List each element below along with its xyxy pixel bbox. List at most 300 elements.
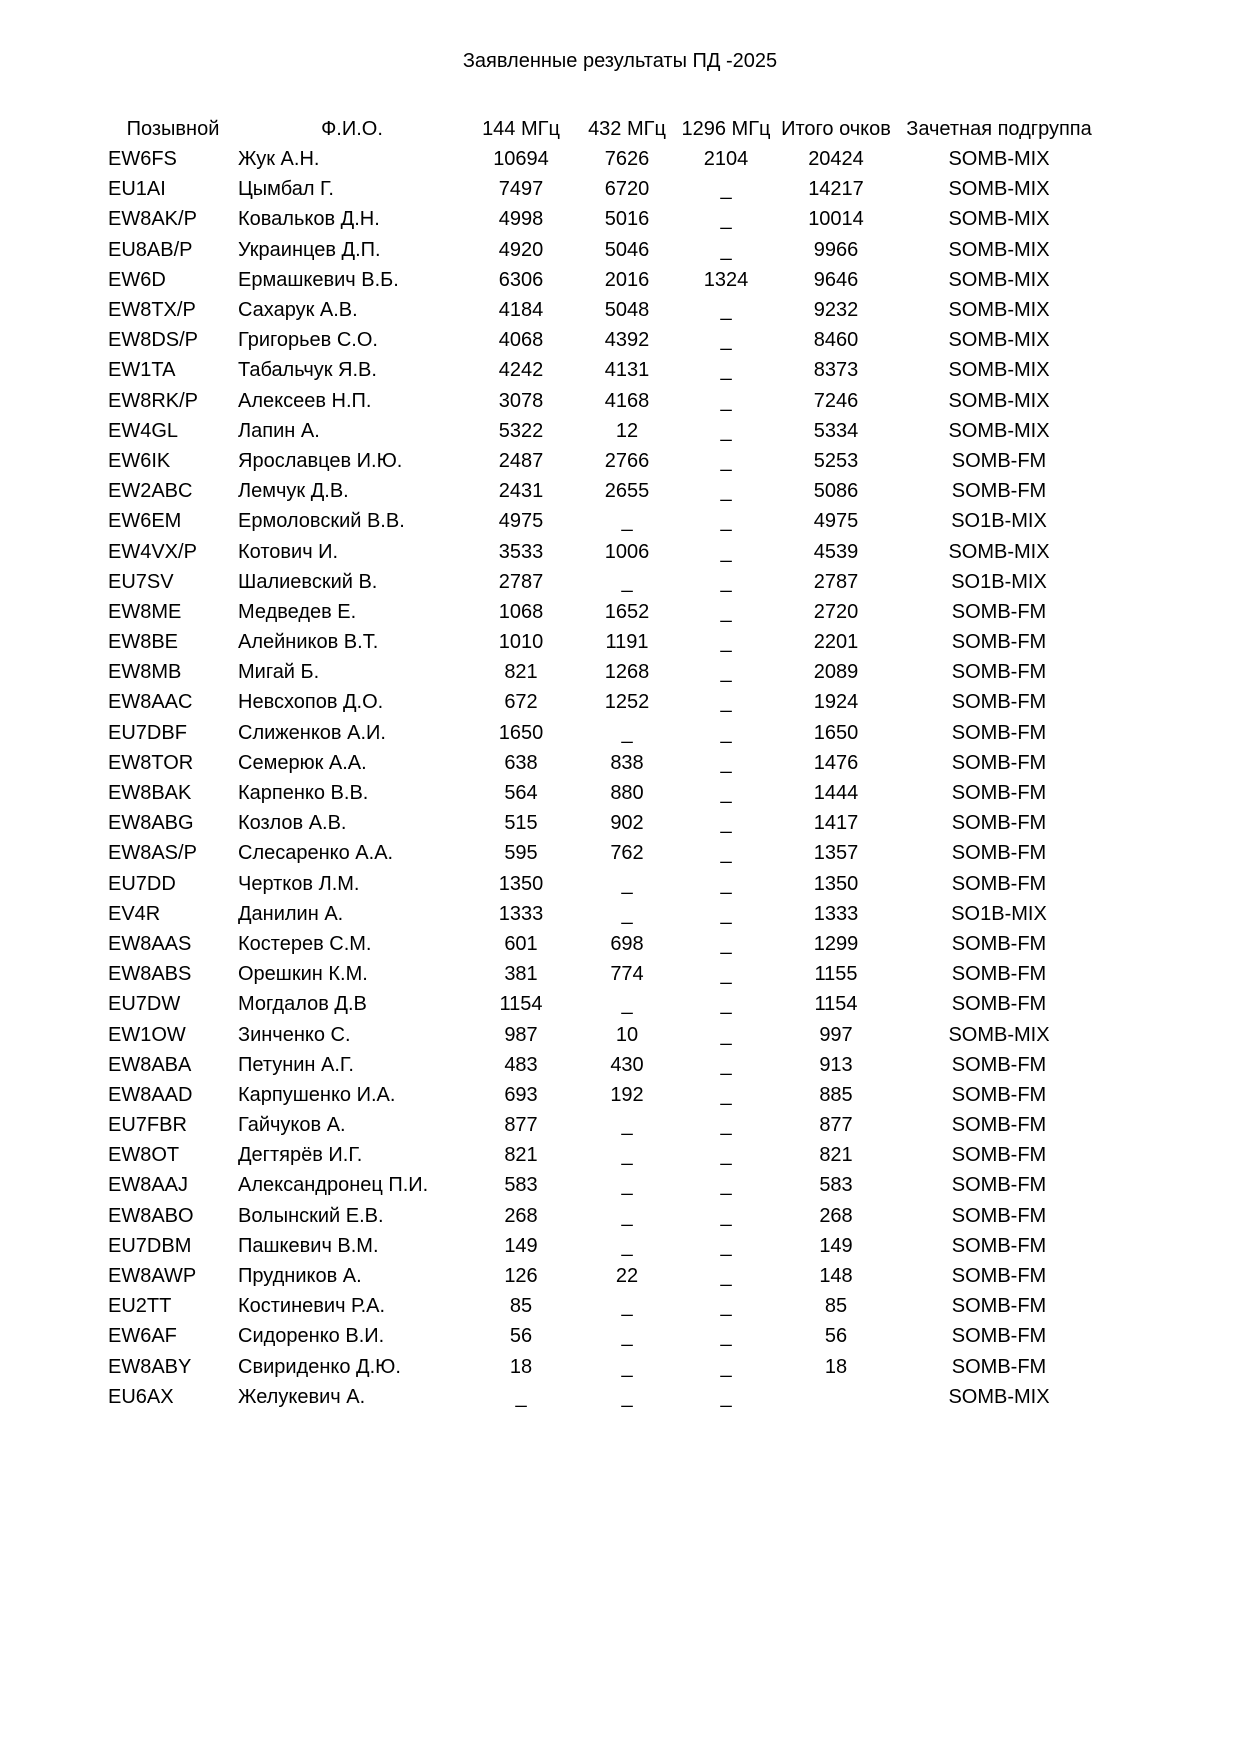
cell-1296mhz: _: [720, 691, 732, 714]
header-total: Итого очков: [781, 118, 891, 140]
cell-1296mhz: _: [720, 782, 732, 805]
cell-callsign: EW6FS: [108, 148, 177, 171]
cell-1296mhz: _: [720, 1083, 732, 1106]
cell-name: Пашкевич В.М.: [238, 1234, 379, 1257]
cell-name: Козлов А.В.: [238, 812, 347, 835]
table-row: [108, 1170, 1100, 1200]
cell-callsign: EW8AAJ: [108, 1174, 189, 1197]
cell-432mhz: 12: [615, 419, 639, 442]
cell-144mhz: 85: [509, 1295, 533, 1318]
cell-callsign: EW8AS/P: [108, 842, 197, 865]
cell-group: SOMB-FM: [951, 631, 1047, 654]
cell-total: 997: [819, 1023, 853, 1046]
cell-1296mhz: _: [720, 812, 732, 835]
cell-144mhz: 987: [504, 1023, 538, 1046]
cell-total: 1357: [813, 842, 859, 865]
cell-144mhz: 4998: [498, 208, 544, 231]
cell-name: Костерев С.М.: [238, 932, 372, 955]
table-row: [108, 808, 1100, 838]
cell-1296mhz: _: [720, 661, 732, 684]
cell-name: Мигай Б.: [238, 661, 320, 684]
cell-432mhz: _: [621, 721, 633, 744]
table-row: [108, 1321, 1100, 1351]
cell-1296mhz: _: [720, 359, 732, 382]
table-row: [108, 1352, 1100, 1382]
cell-1296mhz: _: [720, 1023, 732, 1046]
table-row: [108, 1050, 1100, 1080]
cell-total: 2089: [813, 661, 859, 684]
cell-1296mhz: _: [720, 329, 732, 352]
cell-total: 2787: [813, 570, 859, 593]
cell-total: 8373: [813, 359, 859, 382]
cell-group: SO1B-MIX: [951, 570, 1047, 593]
cell-callsign: EW8AK/P: [108, 208, 197, 231]
cell-432mhz: 1268: [604, 661, 650, 684]
cell-name: Прудников А.: [238, 1265, 362, 1288]
cell-callsign: EW8TX/P: [108, 299, 196, 322]
cell-callsign: EW8ABY: [108, 1355, 192, 1378]
cell-name: Могдалов Д.В: [238, 993, 367, 1016]
table-row: [108, 1019, 1100, 1049]
table-row: [108, 325, 1100, 355]
cell-name: Сахарук А.В.: [238, 299, 358, 322]
cell-group: SOMB-FM: [951, 449, 1047, 472]
cell-1296mhz: _: [720, 238, 732, 261]
page-title: Заявленные результаты ПД -2025: [462, 50, 778, 72]
cell-group: SOMB-MIX: [948, 540, 1050, 563]
cell-total: 1299: [813, 932, 859, 955]
cell-total: 1924: [813, 691, 859, 714]
cell-group: SOMB-FM: [951, 993, 1047, 1016]
table-row: [108, 1231, 1100, 1261]
cell-callsign: EU6AX: [108, 1385, 174, 1408]
table-row: [108, 597, 1100, 627]
header-432mhz: 432 МГц: [588, 118, 666, 140]
cell-total: 1154: [814, 993, 858, 1016]
cell-callsign: EW1OW: [108, 1023, 186, 1046]
cell-432mhz: _: [621, 1234, 633, 1257]
cell-callsign: EW6D: [108, 268, 166, 291]
cell-callsign: EU1AI: [108, 178, 166, 201]
cell-432mhz: 22: [615, 1265, 639, 1288]
cell-callsign: EW8AWP: [108, 1265, 197, 1288]
cell-144mhz: 5322: [498, 419, 544, 442]
cell-432mhz: 192: [610, 1083, 644, 1106]
cell-name: Алейников В.Т.: [238, 631, 379, 654]
cell-group: SOMB-FM: [951, 661, 1047, 684]
cell-name: Котович И.: [238, 540, 339, 563]
cell-144mhz: 4242: [498, 359, 544, 382]
cell-name: Чертков Л.М.: [238, 872, 360, 895]
cell-name: Желукевич А.: [238, 1385, 366, 1408]
cell-432mhz: 774: [610, 963, 644, 986]
cell-144mhz: 672: [504, 691, 538, 714]
cell-144mhz: 381: [504, 963, 538, 986]
cell-callsign: EW8OT: [108, 1144, 180, 1167]
cell-group: SOMB-FM: [951, 842, 1047, 865]
cell-name: Невсхопов Д.О.: [238, 691, 384, 714]
cell-callsign: EW2ABC: [108, 480, 193, 503]
cell-total: 149: [819, 1234, 853, 1257]
cell-144mhz: 4068: [498, 329, 544, 352]
table-row: [108, 869, 1100, 899]
cell-432mhz: 2655: [604, 480, 650, 503]
cell-group: SOMB-FM: [951, 782, 1047, 805]
table-row: [108, 476, 1100, 506]
header-group: Зачетная подгруппа: [906, 118, 1092, 140]
cell-group: SOMB-MIX: [948, 389, 1050, 412]
cell-group: SOMB-FM: [951, 872, 1047, 895]
cell-144mhz: 638: [504, 751, 538, 774]
cell-callsign: EW4VX/P: [108, 540, 197, 563]
cell-total: 56: [824, 1325, 848, 1348]
cell-callsign: EU7DBF: [108, 721, 187, 744]
cell-432mhz: 2016: [604, 268, 650, 291]
cell-group: SOMB-MIX: [948, 419, 1050, 442]
cell-group: SOMB-MIX: [948, 299, 1050, 322]
cell-name: Свириденко Д.Ю.: [238, 1355, 401, 1378]
cell-432mhz: 10: [615, 1023, 639, 1046]
cell-144mhz: _: [515, 1385, 527, 1408]
cell-1296mhz: _: [720, 1355, 732, 1378]
table-row: [108, 144, 1100, 174]
cell-group: SOMB-MIX: [948, 148, 1050, 171]
cell-total: 1333: [813, 902, 859, 925]
cell-432mhz: _: [621, 872, 633, 895]
cell-144mhz: 564: [504, 782, 538, 805]
cell-callsign: EU7DD: [108, 872, 176, 895]
cell-432mhz: 1252: [604, 691, 650, 714]
header-row: [108, 114, 1100, 144]
cell-1296mhz: _: [720, 932, 732, 955]
cell-144mhz: 7497: [498, 178, 544, 201]
cell-name: Карпенко В.В.: [238, 782, 369, 805]
cell-144mhz: 4184: [498, 299, 544, 322]
table-row: [108, 1080, 1100, 1110]
cell-432mhz: _: [621, 1144, 633, 1167]
table-row: [108, 929, 1100, 959]
cell-total: 2201: [813, 631, 859, 654]
table-row: [108, 748, 1100, 778]
cell-name: Волынский Е.В.: [238, 1204, 384, 1227]
cell-total: 268: [819, 1204, 853, 1227]
cell-total: 583: [819, 1174, 853, 1197]
cell-callsign: EW8AAC: [108, 691, 193, 714]
cell-144mhz: 4975: [498, 510, 544, 533]
cell-144mhz: 3533: [498, 540, 544, 563]
cell-432mhz: 838: [610, 751, 644, 774]
cell-144mhz: 2431: [498, 480, 544, 503]
cell-name: Слесаренко А.А.: [238, 842, 394, 865]
cell-432mhz: 7626: [604, 148, 650, 171]
table-header: [108, 114, 1100, 144]
cell-432mhz: 880: [610, 782, 644, 805]
cell-1296mhz: _: [720, 178, 732, 201]
cell-1296mhz: _: [720, 1053, 732, 1076]
cell-total: 1476: [813, 751, 859, 774]
cell-callsign: EU2TT: [108, 1295, 172, 1318]
cell-group: SOMB-FM: [951, 691, 1047, 714]
cell-1296mhz: _: [720, 299, 732, 322]
cell-callsign: EW6IK: [108, 449, 171, 472]
cell-callsign: EW8MB: [108, 661, 182, 684]
table-row: [108, 355, 1100, 385]
cell-total: 9232: [813, 299, 859, 322]
table-body: [108, 144, 1100, 1412]
cell-144mhz: 1350: [498, 872, 544, 895]
cell-1296mhz: _: [720, 1114, 732, 1137]
table-row: [108, 174, 1100, 204]
cell-total: 885: [819, 1083, 853, 1106]
cell-1296mhz: _: [720, 1174, 732, 1197]
cell-name: Шалиевский В.: [238, 570, 378, 593]
cell-1296mhz: _: [720, 570, 732, 593]
cell-name: Дегтярёв И.Г.: [238, 1144, 363, 1167]
cell-1296mhz: _: [720, 993, 732, 1016]
cell-1296mhz: _: [720, 1295, 732, 1318]
table-row: [108, 265, 1100, 295]
cell-144mhz: 595: [504, 842, 538, 865]
cell-callsign: EW8ME: [108, 600, 182, 623]
cell-144mhz: 56: [509, 1325, 533, 1348]
cell-432mhz: _: [621, 1385, 633, 1408]
cell-1296mhz: _: [720, 449, 732, 472]
table-row: [108, 1261, 1100, 1291]
table-row: [108, 506, 1100, 536]
cell-432mhz: 762: [610, 842, 644, 865]
cell-432mhz: 902: [610, 812, 644, 835]
cell-144mhz: 877: [504, 1114, 538, 1137]
cell-1296mhz: _: [720, 208, 732, 231]
cell-name: Сидоренко В.И.: [238, 1325, 385, 1348]
cell-name: Александронец П.И.: [238, 1174, 429, 1197]
cell-callsign: EW8ABO: [108, 1204, 194, 1227]
cell-432mhz: 5016: [604, 208, 650, 231]
cell-group: SOMB-FM: [951, 1114, 1047, 1137]
cell-name: Алексеев Н.П.: [238, 389, 372, 412]
cell-group: SOMB-FM: [951, 480, 1047, 503]
cell-callsign: EW8BAK: [108, 782, 192, 805]
cell-group: SOMB-FM: [951, 1083, 1047, 1106]
cell-144mhz: 149: [504, 1234, 538, 1257]
cell-callsign: EU7DW: [108, 993, 181, 1016]
cell-144mhz: 601: [504, 932, 538, 955]
cell-432mhz: 5048: [604, 299, 650, 322]
table-row: [108, 778, 1100, 808]
cell-total: 85: [824, 1295, 848, 1318]
cell-144mhz: 2487: [498, 449, 544, 472]
cell-callsign: EU7FBR: [108, 1114, 187, 1137]
cell-group: SOMB-FM: [951, 1295, 1047, 1318]
cell-144mhz: 693: [504, 1083, 538, 1106]
cell-name: Костиневич Р.А.: [238, 1295, 386, 1318]
cell-name: Жук А.Н.: [238, 148, 320, 171]
cell-432mhz: 2766: [604, 449, 650, 472]
cell-name: Табальчук Я.В.: [238, 359, 377, 382]
table-row: [108, 1110, 1100, 1140]
cell-callsign: EV4R: [108, 902, 161, 925]
cell-1296mhz: _: [720, 389, 732, 412]
cell-144mhz: 10694: [493, 148, 549, 171]
cell-432mhz: _: [621, 1114, 633, 1137]
cell-callsign: EW8AAS: [108, 932, 192, 955]
cell-total: 18: [824, 1355, 848, 1378]
header-144mhz: 144 МГц: [482, 118, 560, 140]
cell-1296mhz: _: [720, 1385, 732, 1408]
table-row: [108, 899, 1100, 929]
cell-144mhz: 18: [509, 1355, 533, 1378]
cell-total: 877: [819, 1114, 853, 1137]
cell-group: SOMB-FM: [951, 932, 1047, 955]
cell-name: Карпушенко И.А.: [238, 1083, 396, 1106]
cell-1296mhz: 1324: [703, 268, 749, 291]
cell-total: 1155: [814, 963, 858, 986]
cell-group: SOMB-FM: [951, 1325, 1047, 1348]
table-row: [108, 567, 1100, 597]
cell-1296mhz: _: [720, 963, 732, 986]
cell-name: Зинченко С.: [238, 1023, 351, 1046]
table-row: [108, 627, 1100, 657]
cell-total: 1444: [813, 782, 859, 805]
table-row: [108, 718, 1100, 748]
cell-total: 821: [819, 1144, 853, 1167]
cell-callsign: EW8AAD: [108, 1083, 193, 1106]
cell-144mhz: 1650: [498, 721, 544, 744]
table-row: [108, 959, 1100, 989]
cell-144mhz: 1333: [498, 902, 544, 925]
cell-group: SOMB-MIX: [948, 178, 1050, 201]
table-row: [108, 295, 1100, 325]
table-row: [108, 386, 1100, 416]
cell-name: Ермашкевич В.Б.: [238, 268, 399, 291]
cell-432mhz: _: [621, 570, 633, 593]
cell-callsign: EW8ABA: [108, 1053, 192, 1076]
cell-callsign: EU7DBM: [108, 1234, 192, 1257]
cell-total: 9966: [813, 238, 859, 261]
table-row: [108, 204, 1100, 234]
cell-name: Ярославцев И.Ю.: [238, 449, 403, 472]
cell-144mhz: 583: [504, 1174, 538, 1197]
cell-name: Григорьев С.О.: [238, 329, 378, 352]
cell-1296mhz: _: [720, 1325, 732, 1348]
cell-1296mhz: _: [720, 751, 732, 774]
cell-callsign: EW4GL: [108, 419, 179, 442]
table-row: [108, 235, 1100, 265]
results-table: [108, 114, 1100, 1412]
cell-group: SOMB-MIX: [948, 268, 1050, 291]
cell-callsign: EW8ABG: [108, 812, 194, 835]
cell-group: SOMB-MIX: [948, 329, 1050, 352]
cell-432mhz: 6720: [604, 178, 650, 201]
table-row: [108, 989, 1100, 1019]
cell-total: 148: [819, 1265, 853, 1288]
table-row: [108, 416, 1100, 446]
cell-1296mhz: _: [720, 902, 732, 925]
header-1296mhz: 1296 МГц: [681, 118, 771, 140]
cell-432mhz: 1652: [604, 600, 650, 623]
cell-total: 1650: [813, 721, 859, 744]
cell-total: 4539: [813, 540, 859, 563]
cell-144mhz: 4920: [498, 238, 544, 261]
cell-callsign: EW8TOR: [108, 751, 194, 774]
cell-name: Лемчук Д.В.: [238, 480, 349, 503]
cell-callsign: EW8RK/P: [108, 389, 199, 412]
cell-1296mhz: _: [720, 1144, 732, 1167]
cell-callsign: EW6EM: [108, 510, 182, 533]
cell-432mhz: 4168: [604, 389, 650, 412]
cell-1296mhz: _: [720, 419, 732, 442]
cell-group: SOMB-FM: [951, 1355, 1047, 1378]
cell-144mhz: 2787: [498, 570, 544, 593]
table-row: [108, 1201, 1100, 1231]
cell-callsign: EW8BE: [108, 631, 179, 654]
cell-total: 5334: [813, 419, 859, 442]
cell-callsign: EW6AF: [108, 1325, 177, 1348]
cell-total: 10014: [808, 208, 864, 231]
cell-group: SOMB-FM: [951, 600, 1047, 623]
cell-432mhz: 4392: [604, 329, 650, 352]
cell-144mhz: 3078: [498, 389, 544, 412]
cell-name: Цымбал Г.: [238, 178, 334, 201]
cell-total: 7246: [813, 389, 859, 412]
cell-group: SO1B-MIX: [951, 902, 1047, 925]
cell-name: Семерюк А.А.: [238, 751, 367, 774]
cell-432mhz: _: [621, 993, 633, 1016]
cell-total: 5086: [813, 480, 859, 503]
cell-144mhz: 1154: [499, 993, 543, 1016]
cell-1296mhz: _: [720, 510, 732, 533]
cell-group: SOMB-MIX: [948, 1385, 1050, 1408]
cell-group: SOMB-FM: [951, 1144, 1047, 1167]
cell-144mhz: 483: [504, 1053, 538, 1076]
cell-name: Медведев Е.: [238, 600, 357, 623]
cell-name: Ермоловский В.В.: [238, 510, 405, 533]
cell-total: 14217: [808, 178, 864, 201]
cell-total: 2720: [813, 600, 859, 623]
cell-name: Украинцев Д.П.: [238, 238, 381, 261]
cell-name: Орешкин К.М.: [238, 963, 368, 986]
cell-1296mhz: _: [720, 600, 732, 623]
cell-group: SOMB-FM: [951, 721, 1047, 744]
cell-1296mhz: _: [720, 721, 732, 744]
cell-total: 4975: [813, 510, 859, 533]
cell-total: 5253: [813, 449, 859, 472]
cell-144mhz: 821: [504, 1144, 538, 1167]
cell-name: Ковальков Д.Н.: [238, 208, 380, 231]
table-row: [108, 838, 1100, 868]
cell-group: SOMB-FM: [951, 963, 1047, 986]
table-row: [108, 536, 1100, 566]
cell-432mhz: _: [621, 1355, 633, 1378]
cell-name: Данилин А.: [238, 902, 344, 925]
cell-total: 1350: [813, 872, 859, 895]
cell-group: SOMB-FM: [951, 812, 1047, 835]
cell-432mhz: _: [621, 510, 633, 533]
cell-1296mhz: _: [720, 480, 732, 503]
cell-group: SOMB-FM: [951, 1053, 1047, 1076]
cell-144mhz: 515: [504, 812, 538, 835]
cell-group: SOMB-MIX: [948, 1023, 1050, 1046]
cell-total: 9646: [813, 268, 859, 291]
cell-432mhz: _: [621, 902, 633, 925]
cell-144mhz: 1068: [498, 600, 544, 623]
cell-group: SOMB-FM: [951, 1174, 1047, 1197]
cell-group: SOMB-FM: [951, 1234, 1047, 1257]
cell-144mhz: 821: [504, 661, 538, 684]
cell-432mhz: 698: [610, 932, 644, 955]
cell-1296mhz: _: [720, 1234, 732, 1257]
cell-group: SOMB-MIX: [948, 238, 1050, 261]
